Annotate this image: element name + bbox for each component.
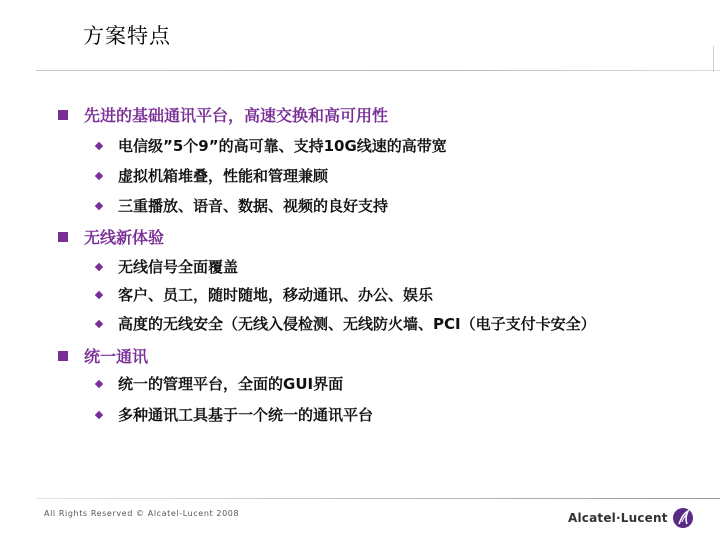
bullet-text: 三重播放、语音、数据、视频的良好支持 <box>118 197 389 215</box>
bullet-text: 虚拟机箱堆叠，性能和管理兼顾 <box>118 167 329 185</box>
bullet-text: 无线信号全面覆盖 <box>118 258 239 276</box>
bullet-item <box>94 404 373 425</box>
bullet-item <box>94 284 433 305</box>
square-bullet-icon <box>58 232 68 242</box>
bullet-text: 电信级”5个9”的高可靠、支持10G线速的高带宽 <box>118 137 447 155</box>
bullet-item <box>94 313 596 334</box>
bullet-item <box>94 373 343 394</box>
bullet-item <box>94 135 447 156</box>
logo-text: Alcatel·Lucent <box>568 511 668 525</box>
footer-divider <box>36 498 720 499</box>
square-bullet-icon <box>58 351 68 361</box>
bullet-item <box>94 195 388 216</box>
section-heading-2 <box>58 225 164 248</box>
diamond-bullet-icon <box>95 410 103 418</box>
bullet-text: 高度的无线安全（无线入侵检测、无线防火墙、PCI（电子支付卡安全） <box>118 315 596 333</box>
bullet-item <box>94 256 238 277</box>
diamond-bullet-icon <box>95 319 103 327</box>
bullet-item <box>94 165 328 186</box>
diamond-bullet-icon <box>95 171 103 179</box>
diamond-bullet-icon <box>95 262 103 270</box>
section-heading-text: 无线新体验 <box>84 228 165 247</box>
slide-title: 方案特点 <box>83 24 171 48</box>
diamond-bullet-icon <box>95 290 103 298</box>
copyright-text: All Rights Reserved © Alcatel-Lucent 2008 <box>44 509 240 518</box>
bullet-text: 多种通讯工具基于一个统一的通讯平台 <box>118 406 374 424</box>
diamond-bullet-icon <box>95 201 103 209</box>
company-logo <box>568 507 694 529</box>
bullet-text: 统一的管理平台，全面的GUI界面 <box>118 375 344 393</box>
section-heading-1 <box>58 103 388 126</box>
section-heading-text: 先进的基础通讯平台，高速交换和高可用性 <box>84 106 389 125</box>
square-bullet-icon <box>58 110 68 120</box>
bullet-text: 客户、员工，随时随地，移动通讯、办公、娱乐 <box>118 286 434 304</box>
diamond-bullet-icon <box>95 379 103 387</box>
diamond-bullet-icon <box>95 141 103 149</box>
section-heading-3 <box>58 344 148 367</box>
alcatel-lucent-logo-icon <box>672 507 694 529</box>
section-heading-text: 统一通讯 <box>84 347 149 366</box>
